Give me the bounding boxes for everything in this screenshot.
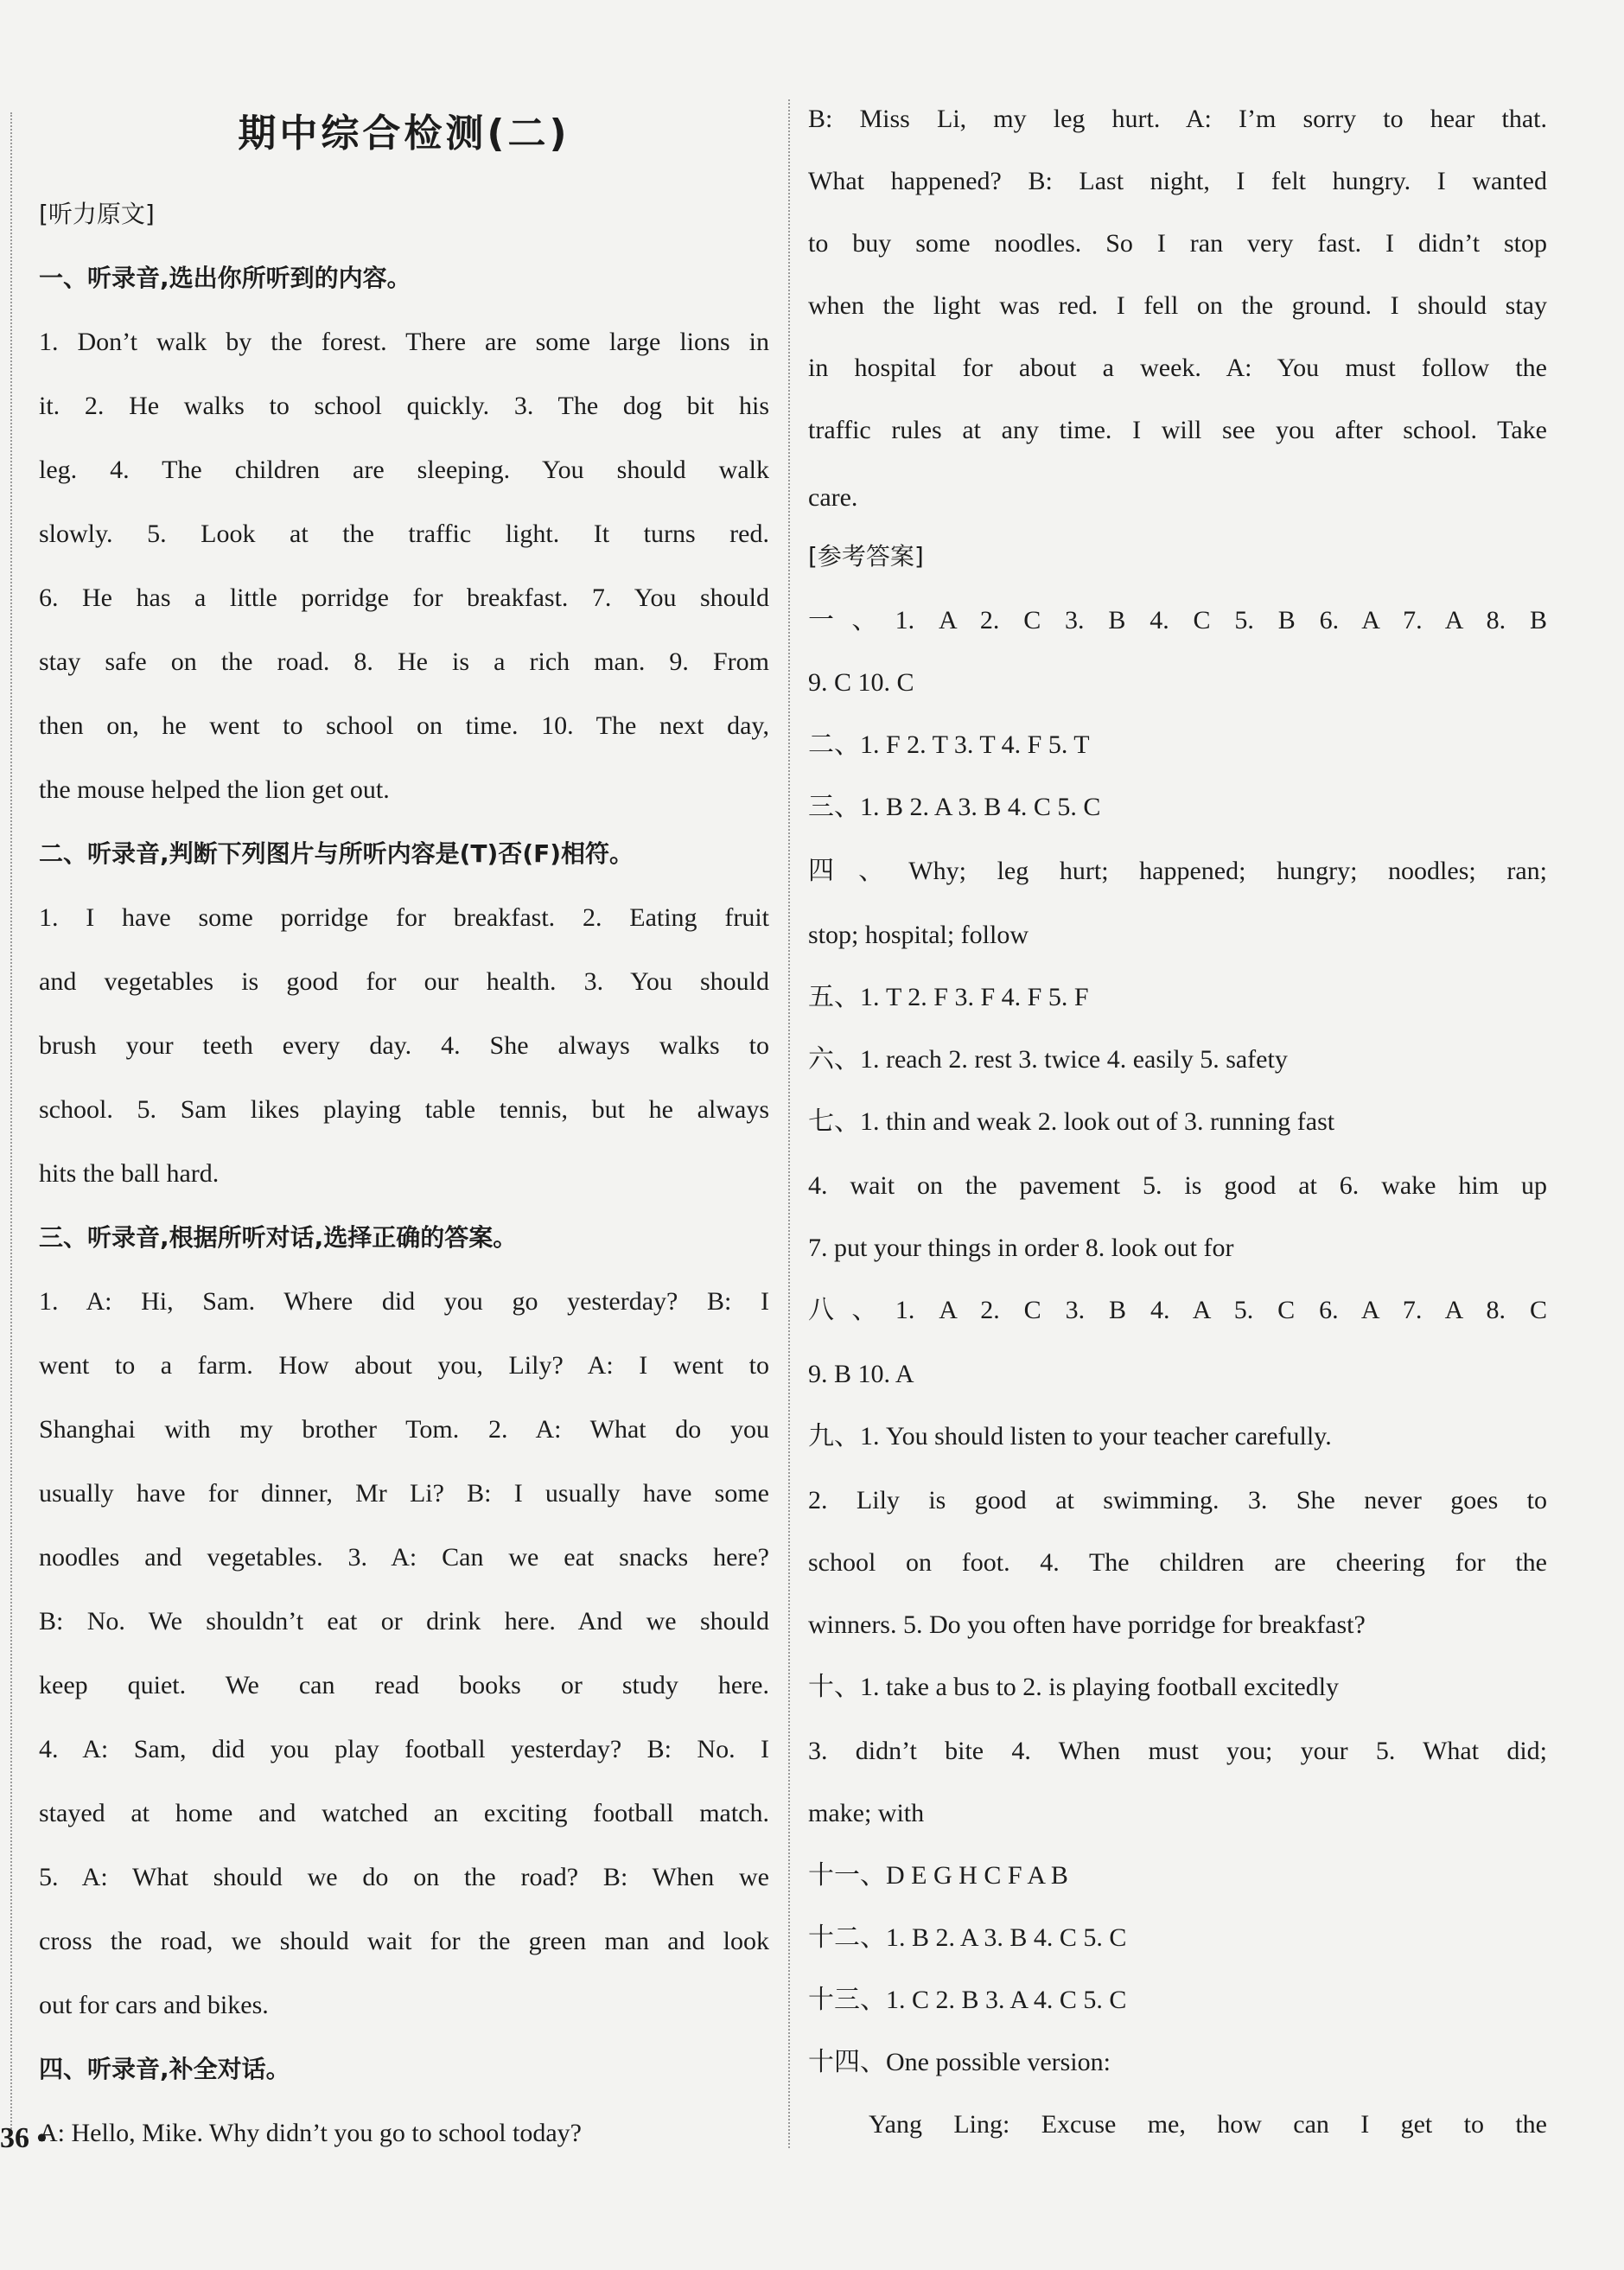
s2-line: and vegetables is good for our health. 3. You should <box>39 967 769 996</box>
dialogue-line: traffic rules at any time. I will see you after school. Take <box>808 416 1547 444</box>
answer-line: 十三、1. C 2. B 3. A 4. C 5. C <box>808 1986 1127 2014</box>
section-3-heading: 三、听录音,根据所听对话,选择正确的答案。 <box>39 1223 518 1252</box>
section-4-heading: 四、听录音,补全对话。 <box>39 2055 290 2083</box>
answer-line: 九、1. You should listen to your teacher carefully. <box>808 1422 1332 1451</box>
answer-line: 三、1. B 2. A 3. B 4. C 5. C <box>808 793 1101 821</box>
answer-line: stop; hospital; follow <box>808 921 1029 949</box>
answer-line: 4. wait on the pavement 5. is good at 6. wake him up <box>808 1171 1547 1200</box>
column-divider <box>788 99 790 2148</box>
s1-line: leg. 4. The children are sleeping. You should walk <box>39 456 769 484</box>
s3-line: cross the road, we should wait for the green man and look <box>39 1927 769 1955</box>
dialogue-line: when the light was red. I fell on the ground. I should stay <box>808 291 1547 320</box>
answer-line: 3. didn’t bite 4. When must you; your 5. What did; <box>808 1737 1547 1765</box>
page-title: 期中综合检测(二) <box>238 112 570 156</box>
dialogue-line: What happened? B: Last night, I felt hungry. I wanted <box>808 167 1547 195</box>
answer-line: winners. 5. Do you often have porridge for breakfast? <box>808 1610 1366 1639</box>
s1-line: it. 2. He walks to school quickly. 3. The dog bit his <box>39 392 769 420</box>
answer-line: 八、1. A 2. C 3. B 4. A 5. C 6. A 7. A 8. C <box>808 1296 1547 1324</box>
s3-line: Shanghai with my brother Tom. 2. A: What do you <box>39 1415 769 1444</box>
answer-key-tag: [参考答案] <box>808 542 924 571</box>
s4-line: A: Hello, Mike. Why didn’t you go to school today? <box>39 2119 582 2147</box>
s1-line: 6. He has a little porridge for breakfast. 7. You should <box>39 583 769 612</box>
answer-line: 四、Why; leg hurt; happened; hungry; noodles; ran; <box>808 857 1547 885</box>
s3-line: 4. A: Sam, did you play football yesterday? B: No. I <box>39 1735 769 1763</box>
answer-line: 二、1. F 2. T 3. T 4. F 5. T <box>808 730 1090 759</box>
s3-line: keep quiet. We can read books or study here. <box>39 1671 769 1699</box>
s2-line: brush your teeth every day. 4. She always walks to <box>39 1031 769 1060</box>
answer-line: 七、1. thin and weak 2. look out of 3. running fast <box>808 1107 1335 1136</box>
answer-line: 7. put your things in order 8. look out for <box>808 1234 1234 1262</box>
s2-line: school. 5. Sam likes playing table tennis, but he always <box>39 1095 769 1124</box>
s3-line: B: No. We shouldn’t eat or drink here. And we should <box>39 1607 769 1636</box>
s3-line: 1. A: Hi, Sam. Where did you go yesterday? B: I <box>39 1287 769 1316</box>
s3-line: went to a farm. How about you, Lily? A: I went to <box>39 1351 769 1380</box>
answer-line: 一、1. A 2. C 3. B 4. C 5. B 6. A 7. A 8. B <box>808 606 1547 634</box>
answer-line: 十二、1. B 2. A 3. B 4. C 5. C <box>808 1923 1127 1952</box>
answer-line: 六、1. reach 2. rest 3. twice 4. easily 5. safety <box>808 1045 1288 1074</box>
s1-line: the mouse helped the lion get out. <box>39 775 390 804</box>
answer-line: school on foot. 4. The children are cheering for the <box>808 1548 1547 1577</box>
dialogue-line: B: Miss Li, my leg hurt. A: I’m sorry to hear that. <box>808 105 1547 133</box>
s1-line: slowly. 5. Look at the traffic light. It turns red. <box>39 520 769 548</box>
s3-line: noodles and vegetables. 3. A: Can we eat snacks here? <box>39 1543 769 1572</box>
answer-line: 十四、One possible version: <box>808 2048 1111 2076</box>
s1-line: stay safe on the road. 8. He is a rich man. 9. From <box>39 647 769 676</box>
left-margin-rule <box>10 112 12 2135</box>
section-1-heading: 一、听录音,选出你所听到的内容。 <box>39 264 411 292</box>
s3-line: usually have for dinner, Mr Li? B: I usually have some <box>39 1479 769 1508</box>
s3-line: stayed at home and watched an exciting football match. <box>39 1799 769 1827</box>
answer-line: 五、1. T 2. F 3. F 4. F 5. F <box>808 983 1089 1011</box>
answer-line: 十一、D E G H C F A B <box>808 1861 1068 1890</box>
page-number: 36 • <box>0 2122 48 2154</box>
dialogue-line: in hospital for about a week. A: You must follow the <box>808 354 1547 382</box>
s1-line: 1. Don’t walk by the forest. There are some large lions in <box>39 328 769 356</box>
s2-line: hits the ball hard. <box>39 1159 220 1188</box>
s1-line: then on, he went to school on time. 10. The next day, <box>39 711 769 740</box>
listening-script-tag: [听力原文] <box>39 200 155 228</box>
dialogue-line: to buy some noodles. So I ran very fast. I didn’t stop <box>808 229 1547 258</box>
answer-line: Yang Ling: Excuse me, how can I get to the <box>869 2110 1547 2139</box>
section-2-heading: 二、听录音,判断下列图片与所听内容是(T)否(F)相符。 <box>39 839 634 868</box>
answer-line: 9. B 10. A <box>808 1360 914 1388</box>
s3-line: out for cars and bikes. <box>39 1991 269 2019</box>
s3-line: 5. A: What should we do on the road? B: When we <box>39 1863 769 1891</box>
answer-line: 9. C 10. C <box>808 668 914 697</box>
answer-line: 十、1. take a bus to 2. is playing football excitedly <box>808 1673 1340 1701</box>
answer-line: 2. Lily is good at swimming. 3. She never goes to <box>808 1486 1547 1514</box>
answer-line: make; with <box>808 1799 925 1827</box>
s2-line: 1. I have some porridge for breakfast. 2. Eating fruit <box>39 903 769 932</box>
dialogue-line: care. <box>808 483 858 512</box>
